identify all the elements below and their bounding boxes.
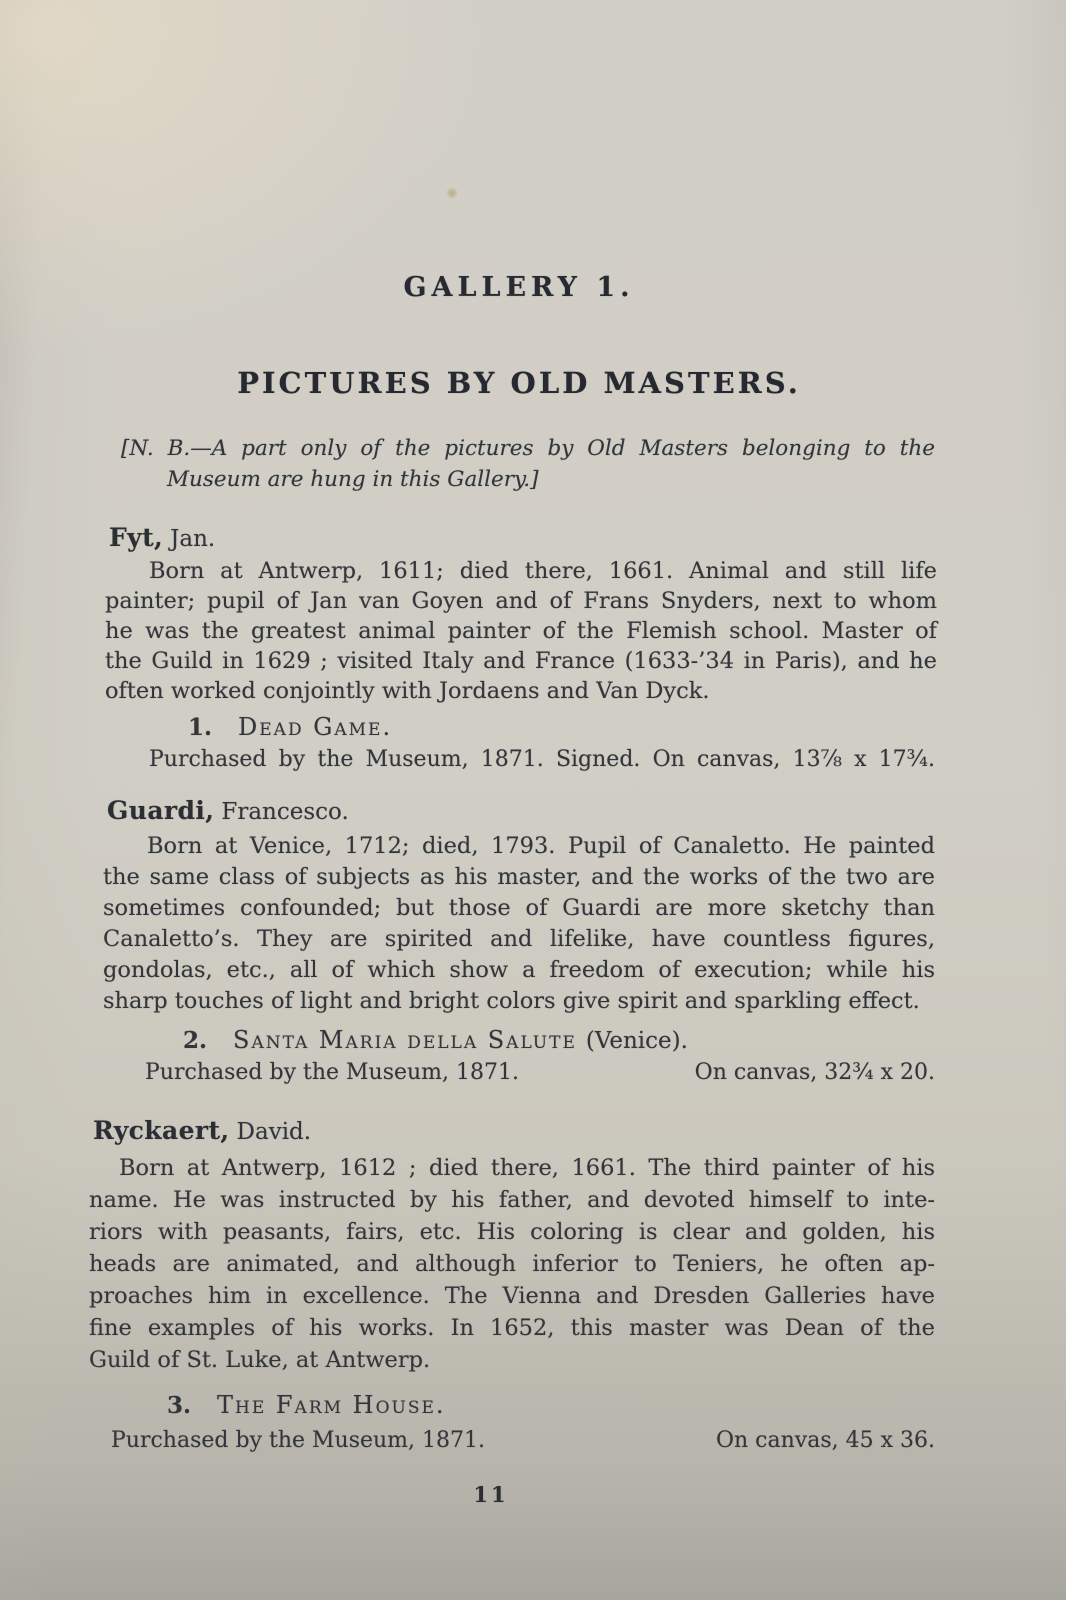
artist-bio-ryckaert bbox=[89, 1152, 935, 1376]
bio-line: gondolas, etc., all of which show a freedom of execution; while his bbox=[103, 957, 935, 983]
caption-purchase: Purchased by the Museum, 1871. bbox=[111, 1428, 486, 1453]
artist-heading-guardi bbox=[107, 796, 349, 825]
bio-line: he was the greatest animal painter of the Flemish school. Master of bbox=[105, 618, 937, 644]
work-title-text: Santa Maria della Salute bbox=[233, 1026, 577, 1054]
artist-surname: Guardi, bbox=[107, 796, 215, 825]
nb-note bbox=[121, 433, 935, 495]
work-caption bbox=[103, 1428, 935, 1453]
bio-line: name. He was instructed by his father, and devoted himself to inte- bbox=[89, 1187, 935, 1213]
bio-line: Born at Venice, 1712; died, 1793. Pupil of Canaletto. He painted bbox=[147, 833, 935, 859]
nb-note-line: [N. B.—A part only of the pictures by Old Masters belonging to the bbox=[121, 436, 935, 461]
bio-line: Guild of St. Luke, at Antwerp. bbox=[89, 1347, 431, 1373]
artist-heading-ryckaert bbox=[93, 1116, 311, 1145]
nb-note-line: Museum are hung in this Gallery.] bbox=[167, 467, 539, 492]
bio-line: the Guild in 1629 ; visited Italy and France (1633-’34 in Paris), and he bbox=[105, 648, 937, 674]
work-title-text: The Farm House. bbox=[217, 1391, 446, 1419]
work-title-santa-maria bbox=[183, 1026, 688, 1054]
bio-line: Born at Antwerp, 1611; died there, 1661. Animal and still life bbox=[149, 558, 937, 584]
bio-line: often worked conjointly with Jordaens and Van Dyck. bbox=[105, 678, 710, 704]
section-title: PICTURES BY OLD MASTERS. bbox=[237, 366, 801, 400]
bio-line: the same class of subjects as his master, and the works of the two are bbox=[103, 864, 935, 890]
artist-given-name: David. bbox=[236, 1119, 312, 1145]
artist-bio-guardi bbox=[103, 831, 935, 1017]
work-title-suffix: (Venice). bbox=[585, 1028, 688, 1054]
bio-line: riors with peasants, fairs, etc. His coloring is clear and golden, his bbox=[89, 1219, 935, 1245]
work-title-farm-house bbox=[167, 1391, 446, 1419]
caption-canvas: On canvas, 45 x 36. bbox=[715, 1428, 935, 1453]
work-number: 2. bbox=[183, 1027, 208, 1054]
gallery-title: GALLERY 1. bbox=[403, 272, 635, 303]
bio-line: sometimes confounded; but those of Guardi are more sketchy than bbox=[103, 895, 935, 921]
artist-given-name: Jan. bbox=[170, 526, 216, 552]
bio-line: sharp touches of light and bright colors give spirit and sparkling effect. bbox=[103, 988, 920, 1014]
caption-purchase: Purchased by the Museum, 1871. bbox=[145, 1060, 520, 1085]
page-text-column bbox=[89, 0, 937, 1600]
artist-bio-fyt bbox=[105, 556, 937, 706]
bio-line: fine examples of his works. In 1652, this master was Dean of the bbox=[89, 1315, 935, 1341]
artist-surname: Ryckaert, bbox=[93, 1116, 230, 1145]
work-title-dead-game bbox=[188, 713, 392, 741]
work-number: 1. bbox=[188, 714, 213, 741]
bio-line: Born at Antwerp, 1612 ; died there, 1661. The third painter of his bbox=[119, 1155, 935, 1181]
artist-heading-fyt bbox=[109, 523, 215, 552]
work-caption bbox=[103, 1060, 935, 1085]
artist-surname: Fyt, bbox=[109, 523, 164, 552]
work-number: 3. bbox=[167, 1392, 192, 1419]
caption-canvas: On canvas, 32¾ x 20. bbox=[694, 1060, 935, 1085]
bio-line: heads are animated, and although inferior to Teniers, he often ap- bbox=[89, 1251, 935, 1277]
artist-given-name: Francesco. bbox=[221, 799, 349, 825]
work-caption: Purchased by the Museum, 1871. Signed. On canvas, 13⅞ x 17¾. bbox=[149, 747, 935, 772]
bio-line: painter; pupil of Jan van Goyen and of Frans Snyders, next to whom bbox=[105, 588, 937, 614]
bio-line: Canaletto’s. They are spirited and lifelike, have countless figures, bbox=[103, 926, 935, 952]
work-title-text: Dead Game. bbox=[238, 713, 393, 741]
page-number: 11 bbox=[473, 1482, 509, 1507]
bio-line: proaches him in excellence. The Vienna and Dresden Galleries have bbox=[89, 1283, 935, 1309]
